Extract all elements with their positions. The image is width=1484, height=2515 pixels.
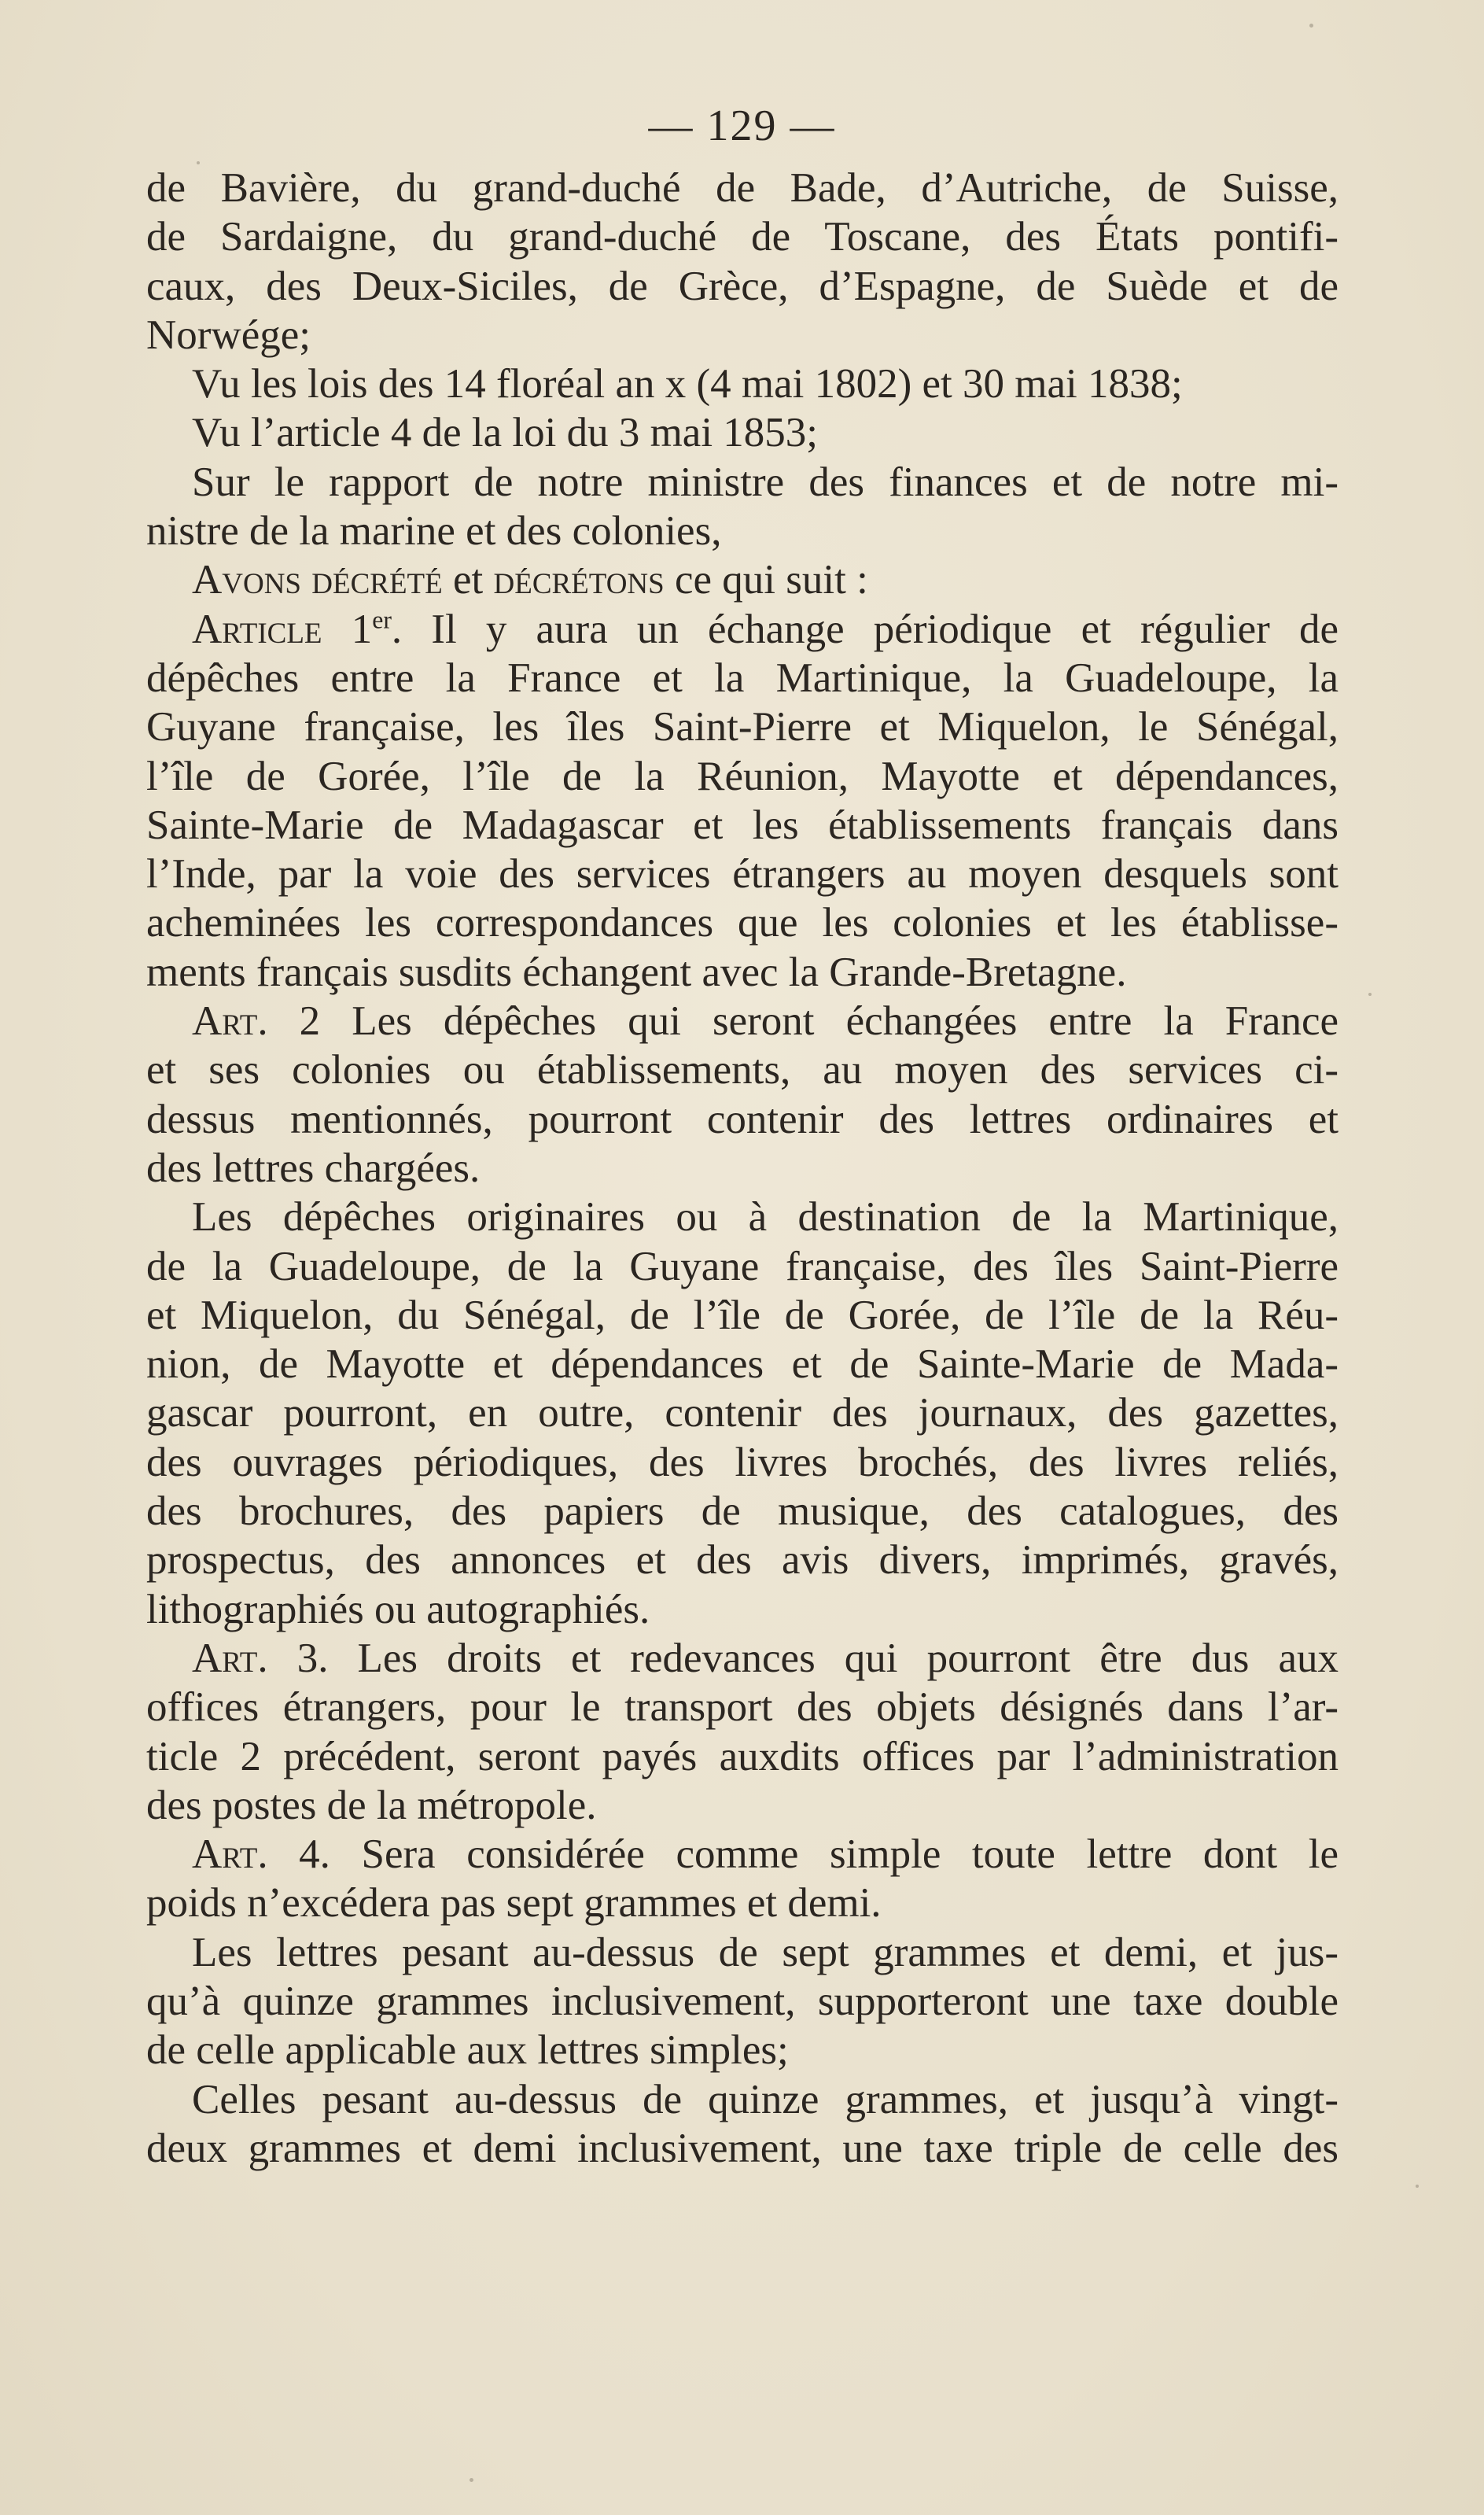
- text-line: dessus mentionnés, pourront contenir des lettres ordinaires et: [146, 1096, 1339, 1142]
- text-line: Article 1er. Il y aura un échange périodique et régulier de: [192, 606, 1339, 652]
- text-line: ticle 2 précédent, seront payés auxdits offices par l’administration: [146, 1733, 1339, 1779]
- text-line: Guyane française, les îles Saint-Pierre et Miquelon, le Sénégal,: [146, 704, 1339, 750]
- text-line: Les dépêches originaires ou à destination de la Martinique,: [192, 1194, 1339, 1241]
- paper-speck: [1416, 2185, 1419, 2188]
- text-line: caux, des Deux-Siciles, de Grèce, d’Espagne, de Suède et de: [146, 263, 1339, 309]
- text-line: Sur le rapport de notre ministre des finances et de notre mi-: [192, 459, 1339, 505]
- text-line: gascar pourront, en outre, contenir des journaux, des gazettes,: [146, 1390, 1339, 1436]
- text-line: des brochures, des papiers de musique, des catalogues, des: [146, 1488, 1339, 1535]
- text-line: lithographiés ou autographiés.: [146, 1586, 650, 1632]
- paper-speck: [197, 161, 200, 164]
- text-line: Art. 2 Les dépêches qui seront échangées entre la France: [192, 998, 1339, 1045]
- text-line: Avons décrété et décrétons ce qui suit :: [192, 557, 868, 603]
- text-line: ments français susdits échangent avec la Grande-Bretagne.: [146, 949, 1127, 995]
- text-line: acheminées les correspondances que les colonies et les établisse-: [146, 900, 1339, 946]
- text-line: de Sardaigne, du grand-duché de Toscane, des États pontifi-: [146, 214, 1339, 260]
- body-text: [146, 164, 1339, 2173]
- text-line: Art. 4. Sera considérée comme simple toute lettre dont le: [192, 1831, 1339, 1878]
- text-line: l’île de Gorée, l’île de la Réunion, Mayotte et dépendances,: [146, 753, 1339, 799]
- text-line: des ouvrages périodiques, des livres brochés, des livres reliés,: [146, 1439, 1339, 1485]
- page-number: — 129 —: [648, 101, 836, 150]
- text-line: de Bavière, du grand-duché de Bade, d’Autriche, de Suisse,: [146, 165, 1339, 211]
- text-line: Vu les lois des 14 floréal an x (4 mai 1802) et 30 mai 1838;: [192, 361, 1183, 407]
- text-line: dépêches entre la France et la Martinique, la Guadeloupe, la: [146, 655, 1339, 701]
- text-line: nion, de Mayotte et dépendances et de Sainte-Marie de Mada-: [146, 1341, 1339, 1388]
- text-line: de celle applicable aux lettres simples;: [146, 2027, 789, 2074]
- text-line: prospectus, des annonces et des avis divers, imprimés, gravés,: [146, 1537, 1339, 1584]
- text-line: l’Inde, par la voie des services étrangers au moyen desquels sont: [146, 851, 1339, 898]
- text-line: Les lettres pesant au-dessus de sept grammes et demi, et jus-: [192, 1929, 1339, 1975]
- text-line: deux grammes et demi inclusivement, une taxe triple de celle des: [146, 2125, 1339, 2171]
- text-line: Vu l’article 4 de la loi du 3 mai 1853;: [192, 410, 819, 456]
- text-line: des postes de la métropole.: [146, 1782, 597, 1828]
- text-line: Art. 3. Les droits et redevances qui pourront être dus aux: [192, 1635, 1339, 1681]
- text-line: et ses colonies ou établissements, au moyen des services ci-: [146, 1047, 1339, 1093]
- text-line: poids n’excédera pas sept grammes et demi.: [146, 1880, 882, 1927]
- paper-speck: [470, 2478, 473, 2482]
- text-line: nistre de la marine et des colonies,: [146, 508, 722, 555]
- text-line: Celles pesant au-dessus de quinze grammes, et jusqu’à vingt-: [192, 2076, 1339, 2122]
- text-line: Norwége;: [146, 312, 311, 358]
- text-line: et Miquelon, du Sénégal, de l’île de Gorée, de l’île de la Réu-: [146, 1292, 1339, 1338]
- text-line: offices étrangers, pour le transport des objets désignés dans l’ar-: [146, 1684, 1339, 1731]
- text-line: Sainte-Marie de Madagascar et les établissements français dans: [146, 802, 1339, 848]
- text-line: qu’à quinze grammes inclusivement, supporteront une taxe double: [146, 1978, 1339, 2024]
- text-line: des lettres chargées.: [146, 1145, 481, 1191]
- text-line: de la Guadeloupe, de la Guyane française, des îles Saint-Pierre: [146, 1243, 1339, 1289]
- paper-speck: [1368, 993, 1372, 996]
- paper-speck: [1309, 24, 1313, 28]
